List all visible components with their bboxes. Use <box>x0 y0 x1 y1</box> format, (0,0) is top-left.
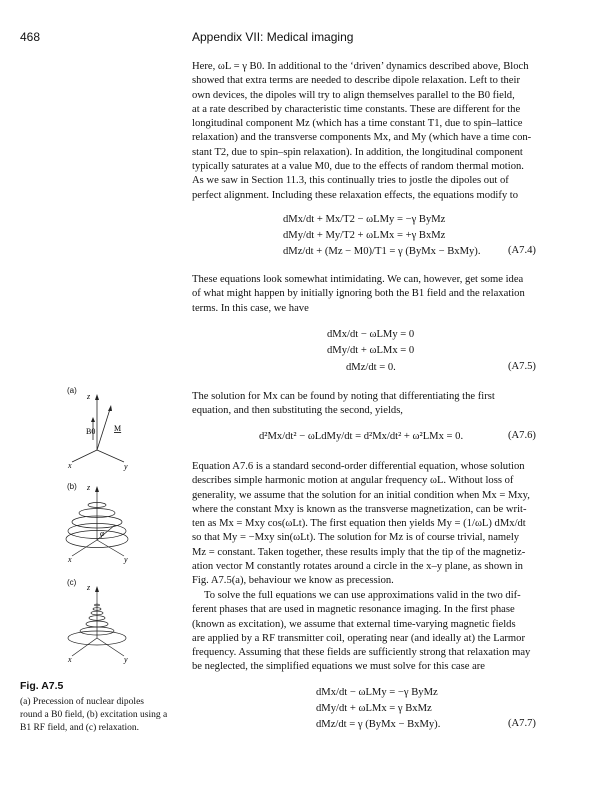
figure-caption-line: (a) Precession of nuclear dipoles <box>20 697 144 707</box>
equation-number-a7-7: (A7.7) <box>508 718 536 729</box>
excitation-diagram <box>60 480 160 575</box>
equation-a7-5-line-3: dMz/dt = 0. <box>346 362 396 373</box>
text-line: ten as Mx = Mxy cos(ωLt). The first equation then yields My = (1/ωL) dMx/dt <box>192 518 526 530</box>
text-line: perfect alignment. Including these relaxation effects, the equations modify to <box>192 189 519 201</box>
paragraph-intimidating <box>192 273 552 316</box>
axis-label-z: z <box>87 483 91 492</box>
text-line: Here, ωL = γ B0. In additional to the ‘driven’ dynamics described above, Bloch <box>192 61 529 72</box>
text-line: be neglected, the simplified equations we must solve for this case are <box>192 661 486 673</box>
equation-a7-6: d²Mx/dt² − ωLdMy/dt = d²Mx/dt² + ω²LMx = 0. <box>259 431 464 442</box>
paragraph-bloch-relaxation <box>192 60 552 203</box>
text-line: relaxation) and the transverse components Mx, and My (which have a time con- <box>192 132 532 144</box>
precession-diagram <box>60 385 160 475</box>
equation-a7-4-line-1: dMx/dt + Mx/T2 − ωLMy = −γ ByMz <box>283 214 446 225</box>
equation-a7-7-line-1: dMx/dt − ωLMy = −γ ByMz <box>316 687 438 698</box>
text-line: where the constant Mxy is known as the transverse magnetization, can be writ- <box>192 503 527 515</box>
figure-caption-line: B1 RF field, and (c) relaxation. <box>20 723 139 733</box>
text-line: To solve the full equations we can use approximations valid in the two dif- <box>204 590 521 601</box>
y-axis <box>97 638 124 656</box>
text-line: These equations look somewhat intimidating. We can, however, get some idea <box>192 274 524 285</box>
text-line: As we saw in Section 11.3, this continually tries to jostle the dipoles out of <box>192 175 509 187</box>
equation-a7-7-line-3: dMz/dt = γ (ByMx − BxMy). <box>316 719 441 730</box>
text-line: (known as excitation), we assume that external time-varying magnetic fields <box>192 618 516 630</box>
y-axis <box>97 540 124 556</box>
text-line: stant T2, due to spin–spin relaxation). In addition, the longitudinal component <box>192 146 523 158</box>
panel-label-b: (b) <box>67 482 77 491</box>
equation-a7-5-line-1: dMx/dt − ωLMy = 0 <box>327 329 415 340</box>
equation-a7-5-line-2: dMy/dt + ωLMx = 0 <box>327 345 415 356</box>
x-axis <box>72 638 97 656</box>
text-line: Equation A7.6 is a standard second-order differential equation, whose solution <box>192 461 525 472</box>
magnetization-vector <box>97 409 110 450</box>
equation-a7-4-line-2: dMy/dt + My/T2 + ωLMx = +γ BxMz <box>283 230 446 241</box>
axis-label-z: z <box>87 392 91 401</box>
phi-angle-label: φ <box>100 529 105 538</box>
axis-label-x: x <box>68 461 72 470</box>
figure-caption-title: Fig. A7.5 <box>20 680 64 692</box>
axis-label-x: x <box>68 655 72 664</box>
text-line: Fig. A7.5(a), behaviour we know as precession. <box>192 575 394 587</box>
y-axis <box>97 450 124 462</box>
equation-number-a7-5: (A7.5) <box>508 361 536 372</box>
text-line: so that My = −Mxy sin(ωLt). The solution for Mz is of course trivial, namely <box>192 532 520 544</box>
axis-label-x: x <box>68 555 72 564</box>
relaxation-diagram <box>60 576 160 671</box>
text-line: equation, and then substituting the second, yields, <box>192 405 403 417</box>
text-line: generality, we assume that the solution for an initial condition when Mx = Mxy, <box>192 489 530 501</box>
text-line: Mz = constant. Taken together, these results imply that the tip of the magnetiz- <box>192 546 526 558</box>
equation-number-a7-4: (A7.4) <box>508 245 536 256</box>
page-number: 468 <box>20 30 41 44</box>
panel-label-c: (c) <box>67 578 77 587</box>
figure-caption-line: round a B0 field, (b) excitation using a <box>20 710 168 720</box>
x-axis <box>72 450 97 462</box>
axis-label-y: y <box>124 462 128 471</box>
text-line: ation vector M constantly rotates around a circle in the x–y plane, as shown in <box>192 561 523 573</box>
x-axis <box>72 540 97 556</box>
paragraph-excitation <box>192 589 552 675</box>
axis-label-z: z <box>87 583 91 592</box>
axis-label-y: y <box>124 655 128 664</box>
text-line: of what might happen by initially ignoring both the B1 field and the relaxation <box>192 288 525 300</box>
paragraph-solution-mx <box>192 390 552 419</box>
b0-label: B0 <box>86 427 96 436</box>
running-title: Appendix VII: Medical imaging <box>192 30 354 44</box>
text-line: at a rate described by characteristic time constants. These are different for the <box>192 103 521 115</box>
equation-a7-4-line-3: dMz/dt + (Mz − M0)/T1 = γ (ByMx − BxMy). <box>283 246 481 257</box>
text-line: longitudinal component Mz (which has a time constant T1, due to spin–lattice <box>192 118 523 130</box>
text-line: frequency. Assuming that these fields are sufficiently strong that relaxation may <box>192 647 531 659</box>
equation-a7-7-line-2: dMy/dt + ωLMx = γ BxMz <box>316 703 432 714</box>
text-line: are applied by a RF transmitter coil, operating near (and ideally at) the Larmor <box>192 632 525 644</box>
text-line: terms. In this case, we have <box>192 302 309 314</box>
text-line: describes simple harmonic motion at angular frequency ωL. Without loss of <box>192 475 514 487</box>
text-line: own devices, the dipoles will try to align themselves parallel to the B0 field, <box>192 89 515 101</box>
text-line: ferent phases that are used in magnetic resonance imaging. In the first phase <box>192 604 515 616</box>
text-line: typically saturates at a value M0, due to the effects of random thermal motion. <box>192 161 524 173</box>
axis-label-y: y <box>124 555 128 564</box>
equation-number-a7-6: (A7.6) <box>508 430 536 441</box>
paragraph-precession <box>192 460 552 589</box>
panel-label-a: (a) <box>67 386 77 395</box>
text-line: showed that extra terms are needed to describe dipole relaxation. Left to their <box>192 75 520 87</box>
text-line: The solution for Mx can be found by noting that differentiating the first <box>192 391 495 402</box>
m-vector-label: M <box>114 424 122 433</box>
